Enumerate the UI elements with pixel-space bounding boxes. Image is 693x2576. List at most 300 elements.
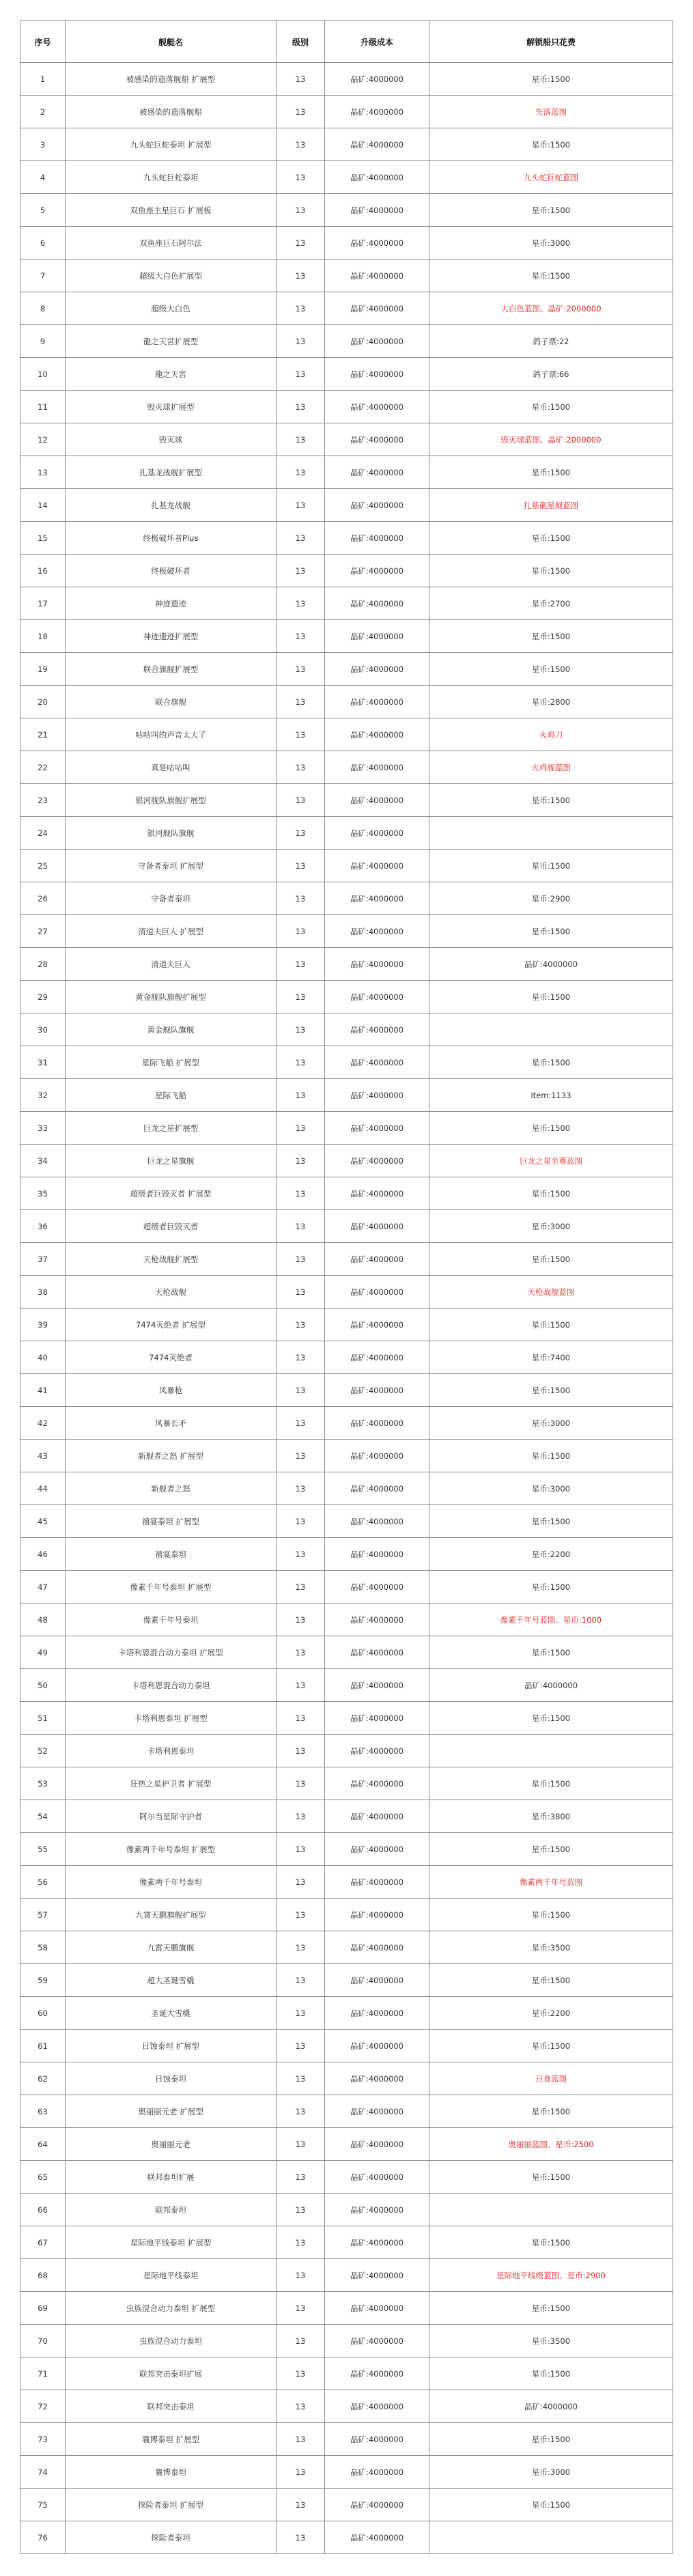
row-number: 17 bbox=[20, 587, 66, 620]
upgrade-cost-cell: 晶矿:4000000 bbox=[325, 1013, 429, 1046]
table-row bbox=[20, 1472, 673, 1505]
upgrade-cost-cell: 晶矿:4000000 bbox=[325, 882, 429, 915]
table-row bbox=[20, 2030, 673, 2062]
upgrade-cost-cell: 晶矿:4000000 bbox=[325, 1505, 429, 1538]
table-row bbox=[20, 194, 673, 227]
table-row bbox=[20, 587, 673, 620]
table-row bbox=[20, 358, 673, 391]
row-number: 73 bbox=[20, 2423, 66, 2456]
upgrade-cost-cell: 晶矿:4000000 bbox=[325, 718, 429, 751]
upgrade-cost-cell: 晶矿:4000000 bbox=[325, 423, 429, 456]
unlock-cost-cell: 星币:1500 bbox=[429, 260, 673, 292]
unlock-cost-cell bbox=[429, 2521, 673, 2554]
row-number: 42 bbox=[20, 1407, 66, 1440]
upgrade-cost-cell: 晶矿:4000000 bbox=[325, 96, 429, 128]
table-row bbox=[20, 2390, 673, 2423]
row-number: 68 bbox=[20, 2259, 66, 2292]
unlock-cost-cell: 星币:1500 bbox=[429, 1505, 673, 1538]
table-row bbox=[20, 1046, 673, 1079]
ship-name-cell: 禧宴泰坦 扩展型 bbox=[66, 1505, 277, 1538]
unlock-cost-cell: 星币:1500 bbox=[429, 1177, 673, 1210]
table-row bbox=[20, 2489, 673, 2521]
ship-name-cell: 扎基龙战舰 bbox=[66, 489, 277, 522]
row-number: 11 bbox=[20, 391, 66, 423]
level-cell: 13 bbox=[277, 161, 325, 194]
table-row bbox=[20, 489, 673, 522]
level-cell: 13 bbox=[277, 358, 325, 391]
upgrade-cost-cell: 晶矿:4000000 bbox=[325, 2128, 429, 2161]
header-ship-name: 舰艇名 bbox=[66, 21, 277, 63]
upgrade-cost-cell: 晶矿:4000000 bbox=[325, 2489, 429, 2521]
table-row bbox=[20, 1210, 673, 1243]
ship-name-cell: 扎基龙战舰扩展型 bbox=[66, 456, 277, 489]
upgrade-cost-cell: 晶矿:4000000 bbox=[325, 227, 429, 260]
table-row bbox=[20, 1767, 673, 1800]
level-cell: 13 bbox=[277, 555, 325, 587]
upgrade-cost-cell: 晶矿:4000000 bbox=[325, 2456, 429, 2489]
header-level: 级别 bbox=[277, 21, 325, 63]
unlock-cost-cell: 毁灭球蓝图、晶矿:2000000 bbox=[429, 423, 673, 456]
table-row bbox=[20, 2128, 673, 2161]
level-cell: 13 bbox=[277, 292, 325, 325]
unlock-cost-cell: 星币:1500 bbox=[429, 981, 673, 1013]
upgrade-cost-cell: 晶矿:4000000 bbox=[325, 1767, 429, 1800]
row-number: 71 bbox=[20, 2357, 66, 2390]
table-row bbox=[20, 555, 673, 587]
table-row bbox=[20, 1669, 673, 1702]
table-row bbox=[20, 2423, 673, 2456]
upgrade-cost-cell: 晶矿:4000000 bbox=[325, 1079, 429, 1112]
upgrade-cost-cell: 晶矿:4000000 bbox=[325, 391, 429, 423]
upgrade-cost-cell: 晶矿:4000000 bbox=[325, 587, 429, 620]
unlock-cost-cell: 扎基龍星舰蓝图 bbox=[429, 489, 673, 522]
ship-name-cell: 双鱼座巨石阿尔法 bbox=[66, 227, 277, 260]
level-cell: 13 bbox=[277, 1866, 325, 1899]
level-cell: 13 bbox=[277, 1767, 325, 1800]
table-row bbox=[20, 1145, 673, 1177]
unlock-cost-cell bbox=[429, 817, 673, 850]
unlock-cost-cell: 星币:1500 bbox=[429, 522, 673, 555]
ship-name-cell: 龍之天宮扩展型 bbox=[66, 325, 277, 358]
ship-name-cell: 神迹遗迹扩展型 bbox=[66, 620, 277, 653]
unlock-cost-cell: 九头蛇巨蛇蓝图 bbox=[429, 161, 673, 194]
upgrade-cost-cell: 晶矿:4000000 bbox=[325, 2423, 429, 2456]
level-cell: 13 bbox=[277, 1669, 325, 1702]
unlock-cost-cell: 奥丽丽蓝图、星币:2500 bbox=[429, 2128, 673, 2161]
ship-name-cell: 像素千年号泰坦 扩展型 bbox=[66, 1571, 277, 1604]
upgrade-cost-cell: 晶矿:4000000 bbox=[325, 358, 429, 391]
unlock-cost-cell: 星币:1500 bbox=[429, 1964, 673, 1997]
table-row bbox=[20, 456, 673, 489]
unlock-cost-cell: 星币:1500 bbox=[429, 1374, 673, 1407]
ship-name-cell: 日蚀泰坦 bbox=[66, 2062, 277, 2095]
unlock-cost-cell: 星币:1500 bbox=[429, 2292, 673, 2325]
row-number: 45 bbox=[20, 1505, 66, 1538]
level-cell: 13 bbox=[277, 1112, 325, 1145]
upgrade-cost-cell: 晶矿:4000000 bbox=[325, 555, 429, 587]
ship-name-cell: 7474灭绝者 扩展型 bbox=[66, 1308, 277, 1341]
level-cell: 13 bbox=[277, 325, 325, 358]
row-number: 37 bbox=[20, 1243, 66, 1276]
ship-name-cell: 风暴长矛 bbox=[66, 1407, 277, 1440]
level-cell: 13 bbox=[277, 522, 325, 555]
unlock-cost-cell: 失落蓝图 bbox=[429, 96, 673, 128]
ship-name-cell: 联邦泰坦扩展 bbox=[66, 2161, 277, 2194]
ship-name-cell: 龍之天宮 bbox=[66, 358, 277, 391]
upgrade-cost-cell: 晶矿:4000000 bbox=[325, 751, 429, 784]
table-row bbox=[20, 227, 673, 260]
upgrade-cost-cell: 晶矿:4000000 bbox=[325, 1177, 429, 1210]
row-number: 23 bbox=[20, 784, 66, 817]
unlock-cost-cell: 星币:1500 bbox=[429, 653, 673, 686]
unlock-cost-cell: 星币:1500 bbox=[429, 2095, 673, 2128]
unlock-cost-cell: 星币:2200 bbox=[429, 1538, 673, 1571]
level-cell: 13 bbox=[277, 2226, 325, 2259]
table-row bbox=[20, 653, 673, 686]
row-number: 12 bbox=[20, 423, 66, 456]
ship-name-cell: 星际飞船 扩展型 bbox=[66, 1046, 277, 1079]
unlock-cost-cell: 星币:1500 bbox=[429, 1636, 673, 1669]
unlock-cost-cell: 星币:1500 bbox=[429, 620, 673, 653]
upgrade-cost-cell: 晶矿:4000000 bbox=[325, 1702, 429, 1735]
level-cell: 13 bbox=[277, 1013, 325, 1046]
level-cell: 13 bbox=[277, 1210, 325, 1243]
level-cell: 13 bbox=[277, 128, 325, 161]
ship-name-cell: 超级大白色 bbox=[66, 292, 277, 325]
level-cell: 13 bbox=[277, 391, 325, 423]
level-cell: 13 bbox=[277, 1308, 325, 1341]
unlock-cost-cell bbox=[429, 2194, 673, 2226]
upgrade-cost-cell: 晶矿:4000000 bbox=[325, 1964, 429, 1997]
ship-name-cell: 卡塔利恩混合动力泰坦 扩展型 bbox=[66, 1636, 277, 1669]
level-cell: 13 bbox=[277, 1964, 325, 1997]
level-cell: 13 bbox=[277, 1636, 325, 1669]
unlock-cost-cell: 星币:1500 bbox=[429, 456, 673, 489]
unlock-cost-cell: 星币:3000 bbox=[429, 227, 673, 260]
row-number: 46 bbox=[20, 1538, 66, 1571]
level-cell: 13 bbox=[277, 2095, 325, 2128]
level-cell: 13 bbox=[277, 1997, 325, 2030]
upgrade-cost-cell: 晶矿:4000000 bbox=[325, 2357, 429, 2390]
unlock-cost-cell: 星币:1500 bbox=[429, 2423, 673, 2456]
ship-name-cell: 被感染的遗落舰船 扩展型 bbox=[66, 63, 277, 96]
table-row bbox=[20, 1407, 673, 1440]
unlock-cost-cell: 巨龙之星至尊蓝图 bbox=[429, 1145, 673, 1177]
unlock-cost-cell: 星币:1500 bbox=[429, 2226, 673, 2259]
ship-name-cell: 巨龙之星旗舰 bbox=[66, 1145, 277, 1177]
ship-name-cell: 星际飞船 bbox=[66, 1079, 277, 1112]
upgrade-cost-cell: 晶矿:4000000 bbox=[325, 1735, 429, 1767]
ship-name-cell: 探险者泰坦 扩展型 bbox=[66, 2489, 277, 2521]
level-cell: 13 bbox=[277, 1538, 325, 1571]
upgrade-cost-cell: 晶矿:4000000 bbox=[325, 1604, 429, 1636]
ship-name-cell: 像素千年号泰坦 bbox=[66, 1604, 277, 1636]
table-row bbox=[20, 1571, 673, 1604]
row-number: 34 bbox=[20, 1145, 66, 1177]
level-cell: 13 bbox=[277, 2194, 325, 2226]
table-row bbox=[20, 128, 673, 161]
row-number: 59 bbox=[20, 1964, 66, 1997]
row-number: 30 bbox=[20, 1013, 66, 1046]
table-row bbox=[20, 817, 673, 850]
upgrade-cost-cell: 晶矿:4000000 bbox=[325, 161, 429, 194]
table-row bbox=[20, 1177, 673, 1210]
level-cell: 13 bbox=[277, 2390, 325, 2423]
table-row bbox=[20, 1604, 673, 1636]
table-row bbox=[20, 1636, 673, 1669]
row-number: 76 bbox=[20, 2521, 66, 2554]
header-unlock-cost: 解锁船只花费 bbox=[429, 21, 673, 63]
upgrade-cost-cell: 晶矿:4000000 bbox=[325, 2226, 429, 2259]
ship-name-cell: 襄博泰坦 扩展型 bbox=[66, 2423, 277, 2456]
ship-name-cell: 虫族混合动力泰坦 扩展型 bbox=[66, 2292, 277, 2325]
upgrade-cost-cell: 晶矿:4000000 bbox=[325, 653, 429, 686]
table-row bbox=[20, 391, 673, 423]
upgrade-cost-cell: 晶矿:4000000 bbox=[325, 1472, 429, 1505]
level-cell: 13 bbox=[277, 456, 325, 489]
table-row bbox=[20, 161, 673, 194]
level-cell: 13 bbox=[277, 751, 325, 784]
level-cell: 13 bbox=[277, 686, 325, 718]
table-row bbox=[20, 1341, 673, 1374]
unlock-cost-cell: 星币:1500 bbox=[429, 555, 673, 587]
upgrade-cost-cell: 晶矿:4000000 bbox=[325, 2062, 429, 2095]
unlock-cost-cell bbox=[429, 1735, 673, 1767]
unlock-cost-cell: 火鸡舰蓝图 bbox=[429, 751, 673, 784]
upgrade-cost-cell: 晶矿:4000000 bbox=[325, 260, 429, 292]
level-cell: 13 bbox=[277, 2489, 325, 2521]
row-number: 32 bbox=[20, 1079, 66, 1112]
row-number: 26 bbox=[20, 882, 66, 915]
unlock-cost-cell: 星币:1500 bbox=[429, 2030, 673, 2062]
row-number: 58 bbox=[20, 1931, 66, 1964]
upgrade-cost-cell: 晶矿:4000000 bbox=[325, 128, 429, 161]
ship-name-cell: 清道夫巨人 bbox=[66, 948, 277, 981]
ship-name-cell: 神迹遗迹 bbox=[66, 587, 277, 620]
unlock-cost-cell bbox=[429, 1013, 673, 1046]
ship-name-cell: 九头蛇巨蛇泰坦 扩展型 bbox=[66, 128, 277, 161]
table-row bbox=[20, 1505, 673, 1538]
ship-name-cell: 卡塔利恩泰坦 bbox=[66, 1735, 277, 1767]
row-number: 63 bbox=[20, 2095, 66, 2128]
ship-name-cell: 天枪战舰 bbox=[66, 1276, 277, 1308]
row-number: 43 bbox=[20, 1440, 66, 1472]
unlock-cost-cell: 星币:2900 bbox=[429, 882, 673, 915]
row-number: 69 bbox=[20, 2292, 66, 2325]
unlock-cost-cell: 星际地平线级蓝图、星币:2900 bbox=[429, 2259, 673, 2292]
ship-name-cell: 超级者巨毁灭者 扩展型 bbox=[66, 1177, 277, 1210]
upgrade-cost-cell: 晶矿:4000000 bbox=[325, 522, 429, 555]
ship-name-cell: 联合旗舰扩展型 bbox=[66, 653, 277, 686]
upgrade-cost-cell: 晶矿:4000000 bbox=[325, 1145, 429, 1177]
row-number: 8 bbox=[20, 292, 66, 325]
unlock-cost-cell: 天枪战舰蓝图 bbox=[429, 1276, 673, 1308]
upgrade-cost-cell: 晶矿:4000000 bbox=[325, 817, 429, 850]
level-cell: 13 bbox=[277, 194, 325, 227]
ship-name-cell: 星际地平线泰坦 bbox=[66, 2259, 277, 2292]
row-number: 52 bbox=[20, 1735, 66, 1767]
row-number: 54 bbox=[20, 1800, 66, 1833]
unlock-cost-cell: 星币:1500 bbox=[429, 784, 673, 817]
row-number: 7 bbox=[20, 260, 66, 292]
level-cell: 13 bbox=[277, 2325, 325, 2357]
table-row bbox=[20, 2062, 673, 2095]
level-cell: 13 bbox=[277, 1341, 325, 1374]
unlock-cost-cell: 星币:1500 bbox=[429, 1046, 673, 1079]
unlock-cost-cell: 星币:1500 bbox=[429, 1112, 673, 1145]
level-cell: 13 bbox=[277, 817, 325, 850]
ship-name-cell: 新舰者之怒 扩展型 bbox=[66, 1440, 277, 1472]
table-row bbox=[20, 2194, 673, 2226]
level-cell: 13 bbox=[277, 1899, 325, 1931]
row-number: 24 bbox=[20, 817, 66, 850]
ship-name-cell: 超大圣诞雪橇 bbox=[66, 1964, 277, 1997]
upgrade-cost-cell: 晶矿:4000000 bbox=[325, 1112, 429, 1145]
row-number: 51 bbox=[20, 1702, 66, 1735]
row-number: 48 bbox=[20, 1604, 66, 1636]
table-row bbox=[20, 1735, 673, 1767]
level-cell: 13 bbox=[277, 227, 325, 260]
unlock-cost-cell: 晶矿:4000000 bbox=[429, 1669, 673, 1702]
unlock-cost-cell: 星币:1500 bbox=[429, 1767, 673, 1800]
upgrade-cost-cell: 晶矿:4000000 bbox=[325, 1243, 429, 1276]
unlock-cost-cell: 星币:1500 bbox=[429, 1243, 673, 1276]
level-cell: 13 bbox=[277, 1177, 325, 1210]
ship-name-cell: 黄金舰队旗舰 bbox=[66, 1013, 277, 1046]
upgrade-cost-cell: 晶矿:4000000 bbox=[325, 981, 429, 1013]
upgrade-cost-cell: 晶矿:4000000 bbox=[325, 194, 429, 227]
table-row bbox=[20, 2357, 673, 2390]
ship-name-cell: 风暴枪 bbox=[66, 1374, 277, 1407]
unlock-cost-cell: 像素千年号蓝图、星币:1000 bbox=[429, 1604, 673, 1636]
unlock-cost-cell: 星币:3000 bbox=[429, 1407, 673, 1440]
unlock-cost-cell: 大白色蓝图、晶矿:2000000 bbox=[429, 292, 673, 325]
row-number: 35 bbox=[20, 1177, 66, 1210]
level-cell: 13 bbox=[277, 915, 325, 948]
row-number: 70 bbox=[20, 2325, 66, 2357]
header-number: 序号 bbox=[20, 21, 66, 63]
row-number: 67 bbox=[20, 2226, 66, 2259]
table-row bbox=[20, 948, 673, 981]
upgrade-cost-cell: 晶矿:4000000 bbox=[325, 915, 429, 948]
table-row bbox=[20, 260, 673, 292]
unlock-cost-cell: 星币:1500 bbox=[429, 1833, 673, 1866]
table-row bbox=[20, 2456, 673, 2489]
table-row bbox=[20, 686, 673, 718]
upgrade-cost-cell: 晶矿:4000000 bbox=[325, 1669, 429, 1702]
row-number: 6 bbox=[20, 227, 66, 260]
row-number: 4 bbox=[20, 161, 66, 194]
table-row bbox=[20, 1964, 673, 1997]
ship-name-cell: 毁灭球扩展型 bbox=[66, 391, 277, 423]
table-row bbox=[20, 1112, 673, 1145]
row-number: 5 bbox=[20, 194, 66, 227]
level-cell: 13 bbox=[277, 2357, 325, 2390]
unlock-cost-cell: 星币:2200 bbox=[429, 1997, 673, 2030]
unlock-cost-cell: 星币:2800 bbox=[429, 686, 673, 718]
unlock-cost-cell: 星币:3000 bbox=[429, 1472, 673, 1505]
row-number: 75 bbox=[20, 2489, 66, 2521]
upgrade-cost-cell: 晶矿:4000000 bbox=[325, 784, 429, 817]
level-cell: 13 bbox=[277, 2423, 325, 2456]
header-upgrade-cost: 升级成本 bbox=[325, 21, 429, 63]
level-cell: 13 bbox=[277, 260, 325, 292]
level-cell: 13 bbox=[277, 1243, 325, 1276]
table-row bbox=[20, 882, 673, 915]
row-number: 44 bbox=[20, 1472, 66, 1505]
ship-name-cell: 真是咕咕叫 bbox=[66, 751, 277, 784]
table-row bbox=[20, 2161, 673, 2194]
level-cell: 13 bbox=[277, 1145, 325, 1177]
ship-name-cell: 像素两千年号泰坦 扩展型 bbox=[66, 1833, 277, 1866]
row-number: 57 bbox=[20, 1899, 66, 1931]
level-cell: 13 bbox=[277, 2062, 325, 2095]
level-cell: 13 bbox=[277, 1702, 325, 1735]
table-row bbox=[20, 423, 673, 456]
ship-name-cell: 毁灭球 bbox=[66, 423, 277, 456]
ship-name-cell: 狂热之星护卫者 扩展型 bbox=[66, 1767, 277, 1800]
unlock-cost-cell: 星币:1500 bbox=[429, 1308, 673, 1341]
ship-name-cell: 超级者巨毁灭者 bbox=[66, 1210, 277, 1243]
upgrade-cost-cell: 晶矿:4000000 bbox=[325, 1407, 429, 1440]
unlock-cost-cell: 星币:1500 bbox=[429, 2161, 673, 2194]
level-cell: 13 bbox=[277, 2521, 325, 2554]
ship-name-cell: 超级大白色扩展型 bbox=[66, 260, 277, 292]
ship-name-cell: 咕咕叫的声音太大了 bbox=[66, 718, 277, 751]
upgrade-cost-cell: 晶矿:4000000 bbox=[325, 2095, 429, 2128]
level-cell: 13 bbox=[277, 2030, 325, 2062]
upgrade-cost-cell: 晶矿:4000000 bbox=[325, 1571, 429, 1604]
upgrade-cost-cell: 晶矿:4000000 bbox=[325, 1800, 429, 1833]
ship-name-cell: 襄博泰坦 bbox=[66, 2456, 277, 2489]
row-number: 60 bbox=[20, 1997, 66, 2030]
table-row bbox=[20, 2226, 673, 2259]
level-cell: 13 bbox=[277, 1407, 325, 1440]
unlock-cost-cell: 星币:1500 bbox=[429, 194, 673, 227]
table-row bbox=[20, 292, 673, 325]
level-cell: 13 bbox=[277, 1604, 325, 1636]
row-number: 40 bbox=[20, 1341, 66, 1374]
level-cell: 13 bbox=[277, 882, 325, 915]
row-number: 9 bbox=[20, 325, 66, 358]
upgrade-cost-cell: 晶矿:4000000 bbox=[325, 1308, 429, 1341]
table-row bbox=[20, 620, 673, 653]
upgrade-cost-cell: 晶矿:4000000 bbox=[325, 686, 429, 718]
row-number: 28 bbox=[20, 948, 66, 981]
table-row bbox=[20, 751, 673, 784]
upgrade-cost-cell: 晶矿:4000000 bbox=[325, 2194, 429, 2226]
upgrade-cost-cell: 晶矿:4000000 bbox=[325, 63, 429, 96]
table-row bbox=[20, 1374, 673, 1407]
row-number: 14 bbox=[20, 489, 66, 522]
row-number: 64 bbox=[20, 2128, 66, 2161]
upgrade-cost-cell: 晶矿:4000000 bbox=[325, 1046, 429, 1079]
ship-name-cell: 圣诞大雪橇 bbox=[66, 1997, 277, 2030]
upgrade-cost-cell: 晶矿:4000000 bbox=[325, 1276, 429, 1308]
level-cell: 13 bbox=[277, 2456, 325, 2489]
table-row bbox=[20, 1800, 673, 1833]
ship-name-cell: 7474灭绝者 bbox=[66, 1341, 277, 1374]
ship-name-cell: 日蚀泰坦 扩展型 bbox=[66, 2030, 277, 2062]
row-number: 21 bbox=[20, 718, 66, 751]
unlock-cost-cell: 星币:1500 bbox=[429, 2357, 673, 2390]
level-cell: 13 bbox=[277, 1571, 325, 1604]
unlock-cost-cell: 星币:3000 bbox=[429, 2456, 673, 2489]
row-number: 1 bbox=[20, 63, 66, 96]
level-cell: 13 bbox=[277, 1735, 325, 1767]
level-cell: 13 bbox=[277, 1800, 325, 1833]
ship-name-cell: 联邦泰坦 bbox=[66, 2194, 277, 2226]
